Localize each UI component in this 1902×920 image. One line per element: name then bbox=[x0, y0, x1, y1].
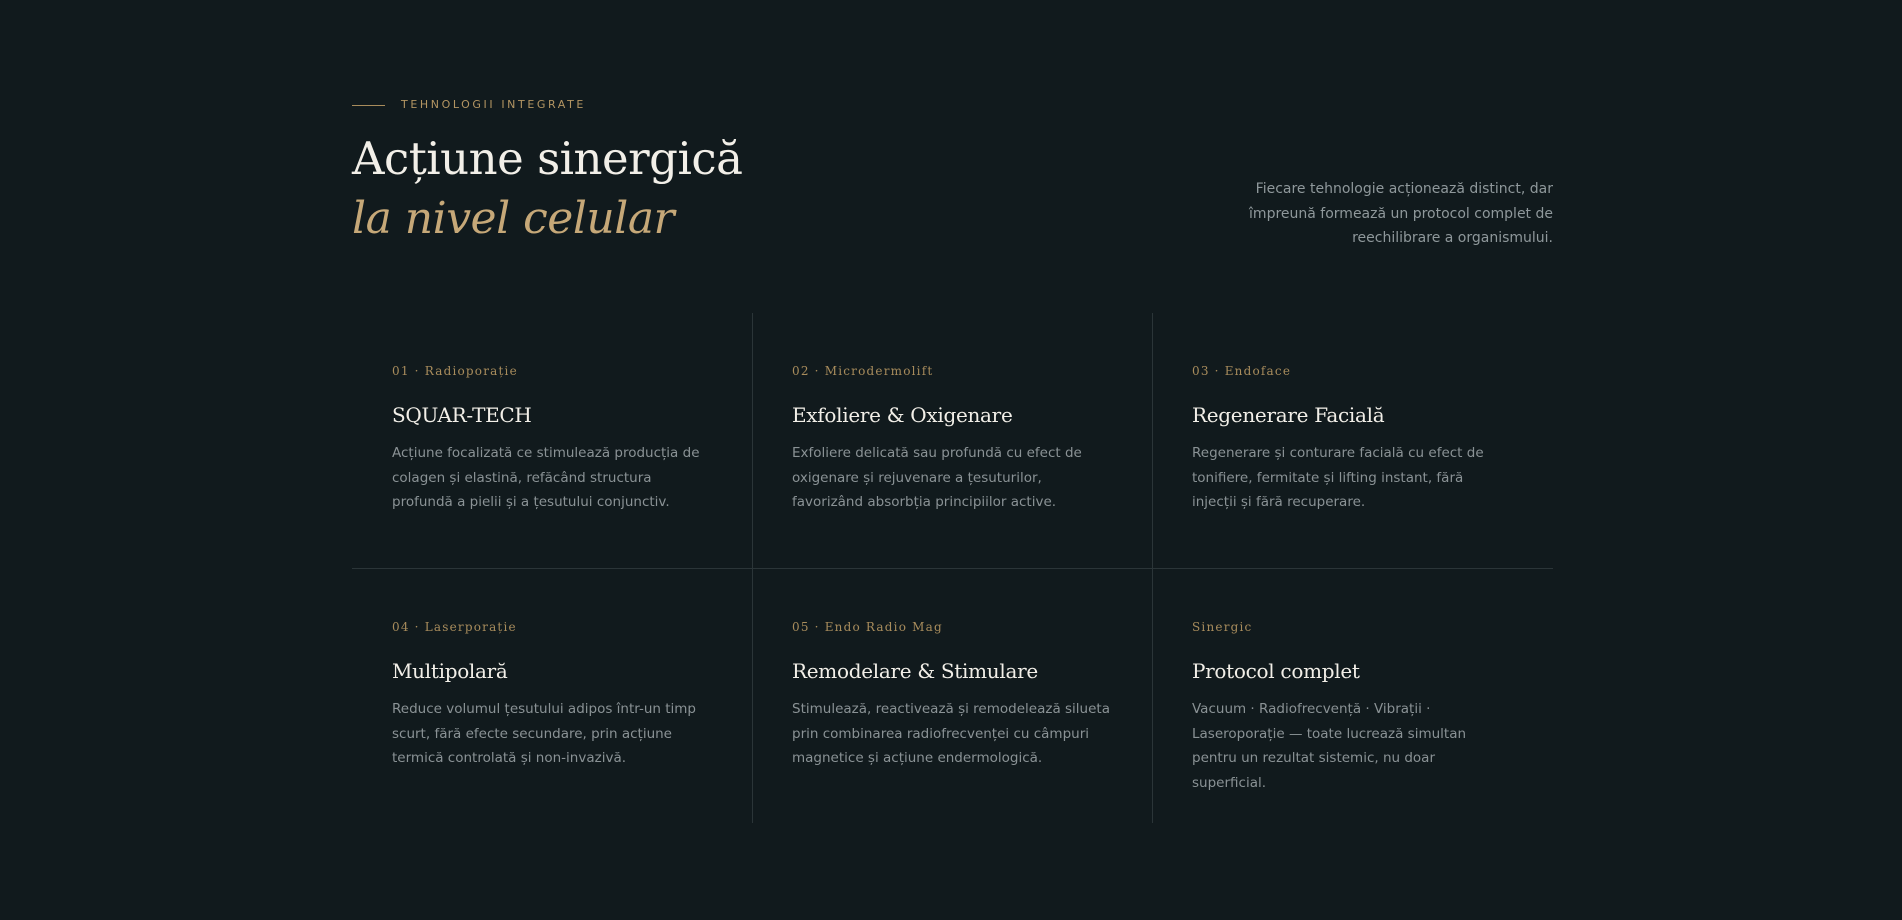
card-description: Acțiune focalizată ce stimulează producția de colagen și elastină, refăcând structura profundă a pielii și a țesutului conjunctiv. bbox=[392, 445, 700, 510]
technology-card bbox=[792, 363, 1112, 515]
technology-card bbox=[1192, 619, 1512, 795]
card-title: Protocol complet bbox=[1192, 659, 1360, 683]
section-eyebrow bbox=[352, 98, 586, 112]
card-description: Vacuum · Radiofrecvență · Vibrații · Laseroporație — toate lucrează simultan pentru un rezultat sistemic, nu doar superficial. bbox=[1192, 701, 1467, 791]
technology-grid bbox=[352, 313, 1553, 823]
card-tag: Sinergic bbox=[1192, 620, 1253, 634]
card-description: Reduce volumul țesutului adipos într-un timp scurt, fără efecte secundare, prin acțiune termică controlată și non-invazivă. bbox=[392, 701, 696, 766]
section-intro: Fiecare tehnologie acționează distinct, dar împreună formează un protocol complet de reechilibrare a organismului. bbox=[1249, 181, 1553, 246]
technology-card bbox=[392, 619, 712, 771]
section-title-accent: la nivel celular bbox=[352, 193, 675, 244]
grid-divider-horizontal bbox=[352, 568, 1553, 569]
card-description: Regenerare și conturare facială cu efect de tonifiere, fermitate și lifting instant, fără injecții și fără recuperare. bbox=[1192, 445, 1484, 510]
card-tag: 03 · Endoface bbox=[1192, 364, 1292, 378]
card-tag: 04 · Laserporație bbox=[392, 620, 517, 634]
eyebrow-rule bbox=[352, 105, 385, 106]
technology-card bbox=[792, 619, 1112, 771]
card-title: Multipolară bbox=[392, 659, 508, 683]
card-title: Exfoliere & Oxigenare bbox=[792, 403, 1013, 427]
card-title: SQUAR-TECH bbox=[392, 403, 532, 427]
card-title: Remodelare & Stimulare bbox=[792, 659, 1038, 683]
eyebrow-label: TEHNOLOGII INTEGRATE bbox=[401, 98, 586, 111]
technology-card bbox=[1192, 363, 1512, 515]
technology-card bbox=[392, 363, 712, 515]
card-description: Stimulează, reactivează și remodelează silueta prin combinarea radiofrecvenței cu câmpuri magnetice și acțiune endermologică. bbox=[792, 701, 1110, 766]
card-tag: 02 · Microdermolift bbox=[792, 364, 934, 378]
card-tag: 05 · Endo Radio Mag bbox=[792, 620, 943, 634]
card-tag: 01 · Radioporație bbox=[392, 364, 518, 378]
card-title: Regenerare Facială bbox=[1192, 403, 1385, 427]
section-title: Acțiune sinergică bbox=[352, 132, 743, 185]
card-description: Exfoliere delicată sau profundă cu efect de oxigenare și rejuvenare a țesuturilor, favorizând absorbția principiilor active. bbox=[792, 445, 1082, 510]
